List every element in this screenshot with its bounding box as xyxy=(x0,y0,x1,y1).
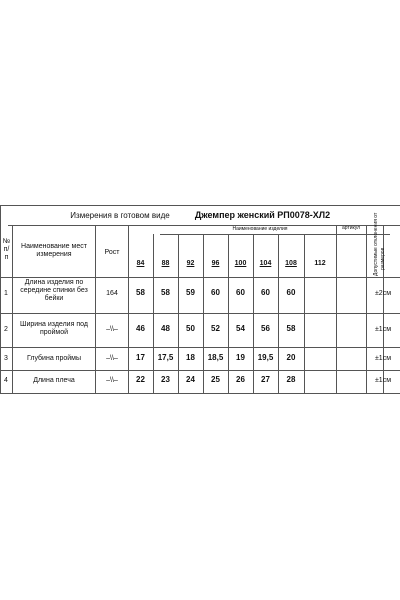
row-2-tolerance: ±1см xyxy=(374,326,392,333)
col-line-9 xyxy=(278,234,279,393)
row-3-number: 3 xyxy=(4,355,8,362)
row-1-value-88: 58 xyxy=(161,288,170,297)
row-2-value-104: 56 xyxy=(261,324,270,333)
row-2-number: 2 xyxy=(4,326,8,333)
row-4-value-92: 24 xyxy=(186,375,195,384)
row-3-height: –\\– xyxy=(106,355,118,362)
col-line-1 xyxy=(12,225,13,393)
row-3-value-96: 18,5 xyxy=(207,353,224,362)
row-3-name: Глубина проймы xyxy=(26,355,81,362)
row-3-value-92: 18 xyxy=(186,353,195,362)
row-2-name: Ширина изделия под проймой xyxy=(20,321,88,336)
tolerance-header-b: размеров xyxy=(380,247,386,270)
row-1-number: 1 xyxy=(4,290,8,297)
subheader-divider xyxy=(160,234,390,235)
table-border-top xyxy=(0,205,400,206)
row-1-value-100: 60 xyxy=(236,288,245,297)
row-4-height: –\\– xyxy=(106,377,118,384)
row-4-value-108: 28 xyxy=(286,375,296,384)
height-header: Рост xyxy=(104,249,120,256)
size-88: 88 xyxy=(161,260,170,267)
row-4-tolerance: ±1см xyxy=(374,377,392,384)
size-84: 84 xyxy=(136,260,145,267)
row-3-value-108: 20 xyxy=(286,353,296,362)
row-1-value-104: 60 xyxy=(261,288,270,297)
row-2-value-96: 52 xyxy=(211,324,220,333)
tolerance-header-a: Допустимые отклонения от xyxy=(373,212,379,276)
col-line-8 xyxy=(253,234,254,393)
row-1-tolerance: ±2см xyxy=(374,290,392,297)
row-3-value-88: 17,5 xyxy=(157,353,174,362)
row-1-name: Длина изделия по середине спинки без бейки xyxy=(20,279,88,302)
col-line-0 xyxy=(0,205,1,393)
row-2-value-100: 54 xyxy=(236,324,245,333)
size-92: 92 xyxy=(186,260,195,267)
col-line-12 xyxy=(366,225,367,393)
col-line-11 xyxy=(336,225,337,393)
col-line-3 xyxy=(128,225,129,393)
row-1-value-84: 58 xyxy=(136,288,145,297)
size-96: 96 xyxy=(211,260,220,267)
row-4-value-84: 22 xyxy=(136,375,145,384)
row-3-value-104: 19,5 xyxy=(257,353,274,362)
row-4-bottom-line xyxy=(0,393,400,394)
row-1-bottom-line xyxy=(0,313,400,314)
row-4-value-96: 25 xyxy=(211,375,220,384)
row-1-height: 164 xyxy=(106,290,118,297)
col-line-4 xyxy=(153,234,154,393)
size-108: 108 xyxy=(285,260,297,267)
row-3-value-84: 17 xyxy=(136,353,145,362)
measures-title: Измерения в готовом виде xyxy=(70,211,170,220)
row-2-value-88: 48 xyxy=(161,324,170,333)
size-104: 104 xyxy=(259,260,272,267)
row-3-value-100: 19 xyxy=(236,353,245,362)
row-4-value-100: 26 xyxy=(236,375,245,384)
row-4-value-104: 27 xyxy=(261,375,270,384)
row-4-value-88: 23 xyxy=(161,375,170,384)
measurement-place-header: Наименование мест измерения xyxy=(21,243,87,258)
row-3-tolerance: ±1см xyxy=(374,355,392,362)
col-line-7 xyxy=(228,234,229,393)
header-bottom-line xyxy=(0,277,400,278)
row-1-value-108: 60 xyxy=(286,288,296,297)
measurement-table xyxy=(0,205,400,395)
row-2-value-84: 46 xyxy=(136,324,145,333)
product-name-label: Наименование изделия xyxy=(232,226,288,232)
col-line-10 xyxy=(304,234,305,393)
row-2-value-108: 58 xyxy=(286,324,296,333)
size-112: 112 xyxy=(314,260,326,267)
size-100: 100 xyxy=(234,260,247,267)
col-line-5 xyxy=(178,234,179,393)
row-1-value-92: 59 xyxy=(186,288,195,297)
product-title: Джемпер женский РП0078-ХЛ2 xyxy=(194,210,331,220)
article-label: артикул xyxy=(341,225,361,231)
row-2-height: –\\– xyxy=(106,326,118,333)
row-2-bottom-line xyxy=(0,347,400,348)
row-2-value-92: 50 xyxy=(186,324,195,333)
row-3-bottom-line xyxy=(0,370,400,371)
col-line-6 xyxy=(203,234,204,393)
row-4-name: Длина плеча xyxy=(33,377,75,384)
row-1-value-96: 60 xyxy=(211,288,220,297)
row-4-number: 4 xyxy=(4,377,8,384)
row-number-header: № п/ п xyxy=(2,238,11,261)
